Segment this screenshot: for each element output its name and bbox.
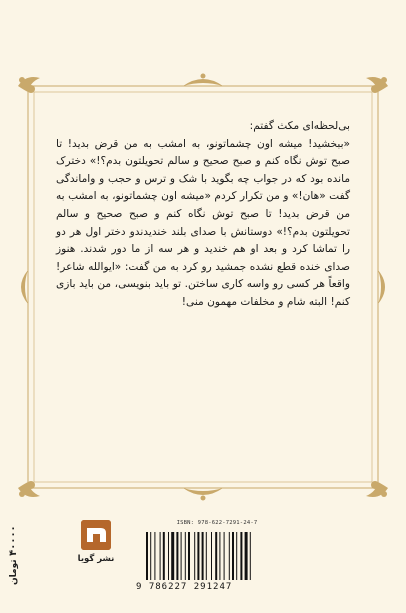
corner-ornament-top-right: [366, 77, 388, 93]
publisher-logo-icon: [81, 520, 111, 550]
barcode-bars: [136, 532, 298, 582]
back-cover-text: [56, 118, 350, 312]
isbn-text: ISBN: 978-622-7291-24-7: [176, 520, 258, 526]
price-label: [8, 515, 48, 595]
price-amount: ۴۰۰۰۰: [8, 525, 19, 556]
publisher-logo-block: [76, 520, 116, 592]
corner-ornament-top-left: [18, 77, 40, 93]
price-unit: تومان: [9, 559, 19, 585]
publisher-name: نشر گویا: [77, 554, 115, 564]
intro-line: بی‌لحظه‌ای مکث گفتم:: [249, 120, 350, 132]
excerpt-paragraph: «ببخشید! میشه اون چشماتونو، به امشب به من قرض بدید! تا صبح توش نگاه کنم و صبح صحیح و سالم تحویلتون بدم؟!» دخترک مانده بود که در جواب چه بگوید با شک و ترس و حجب و واماندگی گفت «هان!» و من تکرار کردم «میشه اون چشماتونو، به امشب به من قرض بدید! تا صبح توش نگاه کنم و صبح صحیح و سالم تحویلتون بدم؟!» دوستانش با صدای بلند خندیدندو دختر اول هر دو را تماشا کرد و بعد او هم خندید و هر سه از ما دور شدند. هنوز صدای خنده قطع نشده جمشید رو کرد به من گفت: «ایوالله شاعر! واقعاً هر کسی رو واسه کاری ساختن. تو باید بنویسی، من باید بازی کنم! البته شام و مخلفات مهمون منی!: [56, 137, 350, 308]
barcode-block: [136, 520, 298, 592]
corner-ornament-bottom-left: [18, 481, 40, 497]
left-center-ornament: [21, 270, 28, 304]
top-center-ornament: [183, 79, 223, 86]
corner-ornament-bottom-right: [366, 481, 388, 497]
right-center-ornament: [378, 270, 385, 304]
bottom-center-ornament: [183, 488, 223, 495]
barcode-digits: 9 786227 291247: [136, 582, 233, 592]
